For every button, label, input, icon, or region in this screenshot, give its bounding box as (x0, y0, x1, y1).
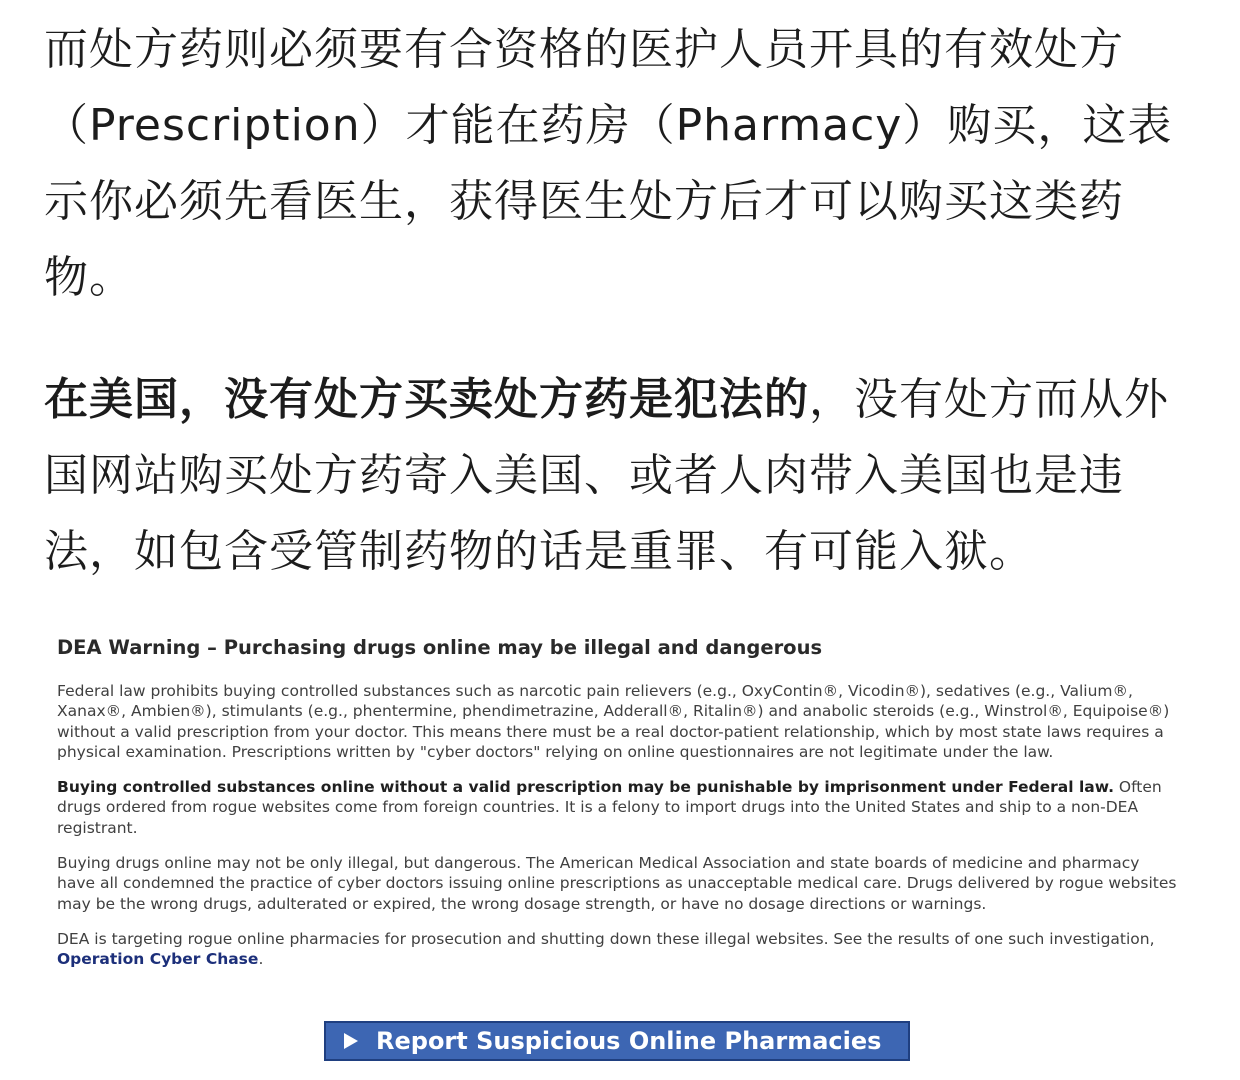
operation-cyber-chase-link[interactable]: Operation Cyber Chase (57, 950, 259, 969)
article-paragraph-1 (44, 12, 1184, 316)
dea-paragraph-3: Buying drugs online may not be only illegal, but dangerous. The American Medical Association and state boards of medicine and pharmacy have all condemned the practice of cyber doctors issuing online prescriptions as unacceptable medical care. Drugs delivered by rogue websites may be the wrong drugs, adulterated or expired, the wrong dosage strength, or have no dosage directions or warnings. (57, 854, 1177, 913)
dea-paragraph-1: Federal law prohibits buying controlled substances such as narcotic pain relievers (e.g., OxyContin®, Vicodin®), sedatives (e.g., Valium®, Xanax®, Ambien®), stimulants (e.g., phentermine, phendimetrazine, Adderall®, Ritalin®) and anabolic steroids (e.g., Winstrol®, Equipoise®) without a valid prescription from your doctor. This means there must be a real doctor-patient relationship, which by most state laws requires a physical examination. Prescriptions written by "cyber doctors" relying on online questionnaires are not legitimate under the law. (57, 682, 1170, 761)
dea-paragraph-4 (57, 929, 1177, 970)
dea-paragraph-2-bold: Buying controlled substances online without a valid prescription may be punishable by imprisonment under Federal law. (57, 778, 1114, 797)
dea-warning-panel (57, 632, 1177, 985)
dea-warning-title: DEA Warning – Purchasing drugs online may be illegal and dangerous (57, 636, 823, 659)
article-paragraph-2 (44, 362, 1184, 590)
dea-paragraph-4-text: DEA is targeting rogue online pharmacies for prosecution and shutting down these illegal websites. See the results of one such investigation, (57, 929, 1155, 948)
report-button-label: Report Suspicious Online Pharmacies (376, 1027, 882, 1055)
dea-paragraph-2 (57, 777, 1177, 838)
play-arrow-icon (344, 1033, 358, 1049)
dea-paragraph-2-text: Often drugs ordered from rogue websites come from foreign countries. It is a felony to import drugs into the United States and ship to a non-DEA registrant. (57, 778, 1162, 837)
article-text-2: ，没有处方而从外国网站购买处方药寄入美国、或者人肉带入美国也是违法，如包含受管制药物的话是重罪、有可能入狱。 (44, 374, 1169, 577)
dea-paragraph-4-end: . (258, 950, 264, 969)
article-text-1: 而处方药则必须要有合资格的医护人员开具的有效处方（Prescription）才能在药房（Pharmacy）购买，这表示你必须先看医生，获得医生处方后才可以购买这类药物。 (44, 24, 1173, 303)
report-suspicious-pharmacies-button[interactable] (324, 1021, 910, 1061)
article-bold-statement: 在美国，没有处方买卖处方药是犯法的 (44, 374, 809, 425)
